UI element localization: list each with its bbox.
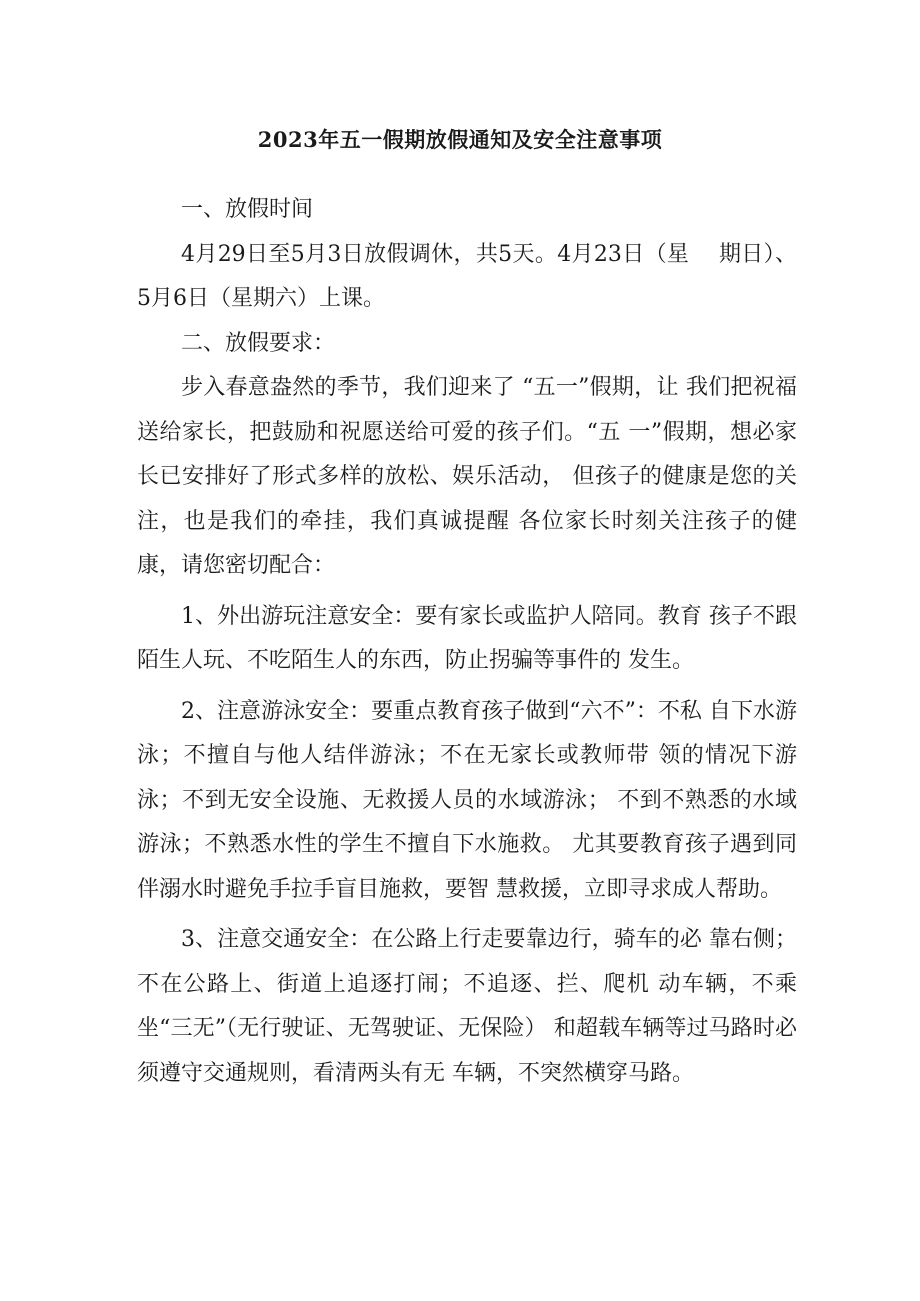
paragraph-outing-safety: 1、外出游玩注意安全：要有家长或监护人陪同。教育 孩子不跟陌生人玩、不吃陌生人的东西，防止拐骗等事件的 发生。 [137, 603, 797, 673]
document-body [137, 188, 797, 1096]
section-heading-requirements: 二、放假要求： [181, 330, 336, 356]
paragraph-introduction: 步入春意盎然的季节，我们迎来了 “五一”假期，让 我们把祝福送给家长，把鼓励和祝愿送给可爱的孩子们。“五 一”假期，想必家长已安排好了形式多样的放松、娱乐活动， 但孩子的健康是您的关注，也是我们的牵挂，我们真诚提醒 各位家长时刻关注孩子的健康，请您密切配合： [137, 375, 797, 578]
section-heading-holiday-time: 一、放假时间 [181, 197, 314, 222]
paragraph-holiday-dates: 4月29日至5月3日放假调休，共5天。4月23日（星 期日）、5月6日（星期六）上课。 [137, 241, 797, 311]
paragraph-traffic-safety: 3、注意交通安全：在公路上行走要靠边行，骑车的必 靠右侧；不在公路上、街道上追逐打闹；不追逐、拦、爬机 动车辆，不乘坐“三无”（无行驶证、无驾驶证、无保险） 和超载车辆等过马路时必须遵守交通规则，看清两头有无 车辆，不突然横穿马路。 [137, 927, 797, 1086]
paragraph-swimming-safety: 2、注意游泳安全：要重点教育孩子做到“六不”：不私 自下水游泳；不擅自与他人结伴游泳；不在无家长或教师带 领的情况下游泳；不到无安全设施、无救援人员的水域游泳； 不到不熟悉的水域游泳；不熟悉水性的学生不擅自下水施救。 尤其要教育孩子遇到同伴溺水时避免手拉手盲目施救，要智 慧救援，立即寻求成人帮助。 [137, 698, 797, 902]
document-title: 2023年五一假期放假通知及安全注意事项 [257, 127, 663, 152]
